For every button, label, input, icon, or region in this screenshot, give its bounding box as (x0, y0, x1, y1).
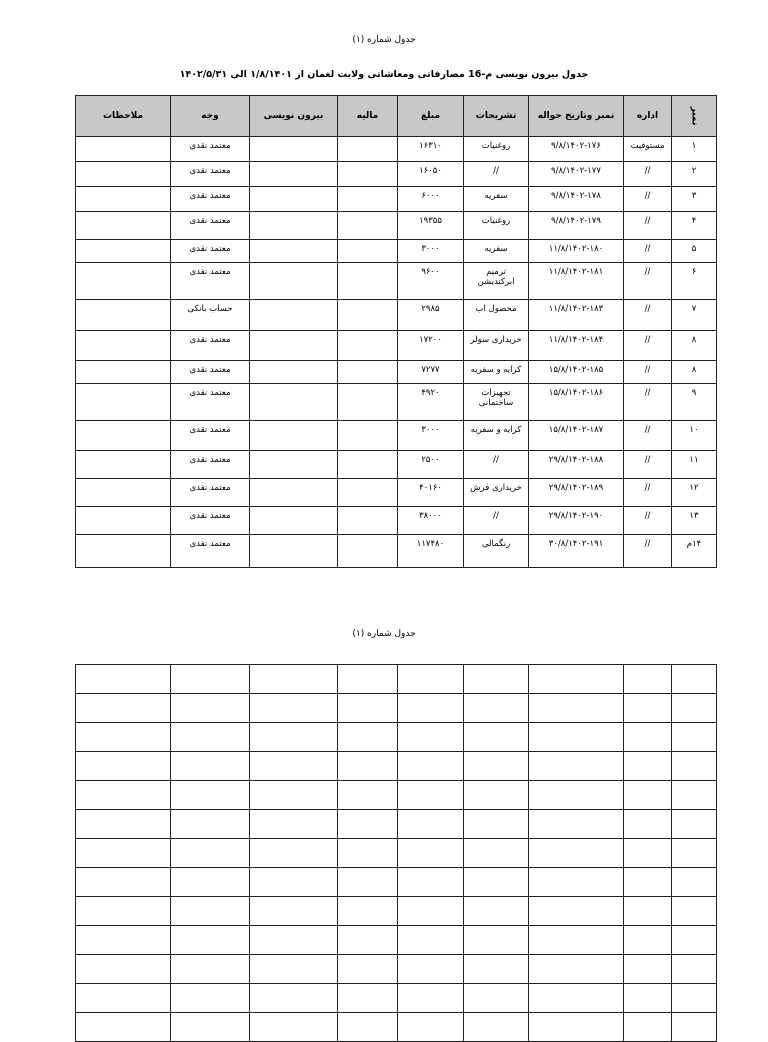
empty-cell (171, 1013, 250, 1042)
cell-biroon (250, 507, 338, 535)
cell-molahezat (76, 300, 171, 331)
cell-vajh: معتمد نقدی (171, 263, 250, 300)
cell-tashrihat: ترمیم ابرکندیشن (464, 263, 529, 300)
empty-cell (672, 752, 717, 781)
cell-mablagh: ۱۶۰۵۰ (398, 162, 464, 187)
cell-hawala: ۹/۸/۱۴۰۲-۱۷۹ (529, 212, 624, 240)
cell-tashrihat: کرایه و سفریه (464, 361, 529, 384)
empty-cell (338, 810, 398, 839)
cell-num: ۱۰ (672, 421, 717, 451)
table-row (76, 212, 717, 240)
empty-cell (398, 897, 464, 926)
empty-cell (672, 984, 717, 1013)
cell-molahezat (76, 479, 171, 507)
table-row (76, 507, 717, 535)
empty-cell (338, 694, 398, 723)
cell-biroon (250, 212, 338, 240)
empty-cell (171, 984, 250, 1013)
cell-tashrihat: // (464, 507, 529, 535)
cell-num: ۱۱ (672, 451, 717, 479)
table-row (76, 361, 717, 384)
empty-row (76, 926, 717, 955)
empty-row (76, 839, 717, 868)
cell-idara: // (624, 263, 672, 300)
header-vajh: وجه (171, 96, 250, 137)
empty-cell (338, 752, 398, 781)
cell-hawala: ۱۱/۸/۱۴۰۲-۱۸۴ (529, 331, 624, 361)
empty-cell (624, 665, 672, 694)
cell-idara: // (624, 212, 672, 240)
empty-cell (672, 868, 717, 897)
cell-molahezat (76, 361, 171, 384)
cell-biroon (250, 137, 338, 162)
empty-cell (250, 955, 338, 984)
cell-maliya (338, 263, 398, 300)
header-num (672, 96, 717, 137)
cell-mablagh: ۹۶۰۰ (398, 263, 464, 300)
header-maliya: مالیه (338, 96, 398, 137)
cell-num: ۱۳ (672, 507, 717, 535)
empty-cell (464, 868, 529, 897)
empty-cell (529, 984, 624, 1013)
cell-num: ۱ (672, 137, 717, 162)
empty-cell (171, 810, 250, 839)
cell-maliya (338, 535, 398, 568)
empty-cell (398, 984, 464, 1013)
cell-mablagh: ۲۵۰۰ (398, 451, 464, 479)
cell-maliya (338, 384, 398, 421)
cell-molahezat (76, 507, 171, 535)
empty-cell (171, 723, 250, 752)
cell-biroon (250, 263, 338, 300)
empty-cell (624, 1013, 672, 1042)
empty-cell (171, 839, 250, 868)
empty-cell (76, 984, 171, 1013)
empty-row (76, 752, 717, 781)
empty-cell (529, 810, 624, 839)
empty-cell (672, 694, 717, 723)
empty-cell (171, 665, 250, 694)
cell-molahezat (76, 421, 171, 451)
cell-molahezat (76, 240, 171, 263)
cell-num: ۸ (672, 331, 717, 361)
empty-cell (529, 897, 624, 926)
cell-vajh: معتمد نقدی (171, 384, 250, 421)
empty-cell (529, 665, 624, 694)
cell-idara: // (624, 384, 672, 421)
cell-molahezat (76, 384, 171, 421)
empty-cell (338, 955, 398, 984)
empty-cell (464, 665, 529, 694)
empty-row (76, 984, 717, 1013)
empty-cell (398, 955, 464, 984)
empty-cell (529, 752, 624, 781)
cell-tashrihat: خریداری سولر (464, 331, 529, 361)
empty-cell (76, 810, 171, 839)
cell-mablagh: ۳۸۰۰۰ (398, 507, 464, 535)
cell-idara: // (624, 240, 672, 263)
empty-cell (338, 723, 398, 752)
cell-molahezat (76, 162, 171, 187)
empty-cell (398, 723, 464, 752)
cell-idara: // (624, 479, 672, 507)
cell-molahezat (76, 331, 171, 361)
cell-num: ۴ (672, 212, 717, 240)
table-row (76, 384, 717, 421)
empty-cell (672, 781, 717, 810)
empty-cell (171, 926, 250, 955)
empty-cell (464, 694, 529, 723)
cell-vajh: معتمد نقدی (171, 507, 250, 535)
header-row (76, 96, 717, 137)
empty-cell (464, 955, 529, 984)
cell-hawala: ۱۱/۸/۱۴۰۲-۱۸۰ (529, 240, 624, 263)
cell-vajh: معتمد نقدی (171, 240, 250, 263)
empty-cell (338, 1013, 398, 1042)
cell-idara: // (624, 507, 672, 535)
cell-hawala: ۹/۸/۱۴۰۲-۱۷۷ (529, 162, 624, 187)
empty-cell (338, 897, 398, 926)
table-row (76, 479, 717, 507)
cell-hawala: ۱۵/۸/۱۴۰۲-۱۸۷ (529, 421, 624, 451)
cell-maliya (338, 479, 398, 507)
cell-biroon (250, 451, 338, 479)
cell-molahezat (76, 451, 171, 479)
cell-vajh: معتمد نقدی (171, 535, 250, 568)
empty-row (76, 694, 717, 723)
cell-vajh: معتمد نقدی (171, 479, 250, 507)
empty-cell (398, 752, 464, 781)
cell-molahezat (76, 535, 171, 568)
empty-cell (529, 955, 624, 984)
document-title: جدول بیرون نویسی م-16 مصارفاتی ومعاشاتی ولایت لغمان از ۱/۸/۱۴۰۱ الی ۱۴۰۲/۵/۳۱ (179, 69, 589, 80)
empty-row (76, 955, 717, 984)
empty-row (76, 723, 717, 752)
empty-cell (250, 926, 338, 955)
cell-tashrihat: // (464, 162, 529, 187)
empty-cell (529, 926, 624, 955)
empty-cell (76, 926, 171, 955)
cell-num: ۶ (672, 263, 717, 300)
empty-cell (250, 694, 338, 723)
empty-cell (338, 926, 398, 955)
cell-mablagh: ۱۹۳۵۵ (398, 212, 464, 240)
cell-idara: // (624, 187, 672, 212)
cell-maliya (338, 240, 398, 263)
empty-cell (171, 694, 250, 723)
cell-tashrihat: روغنیات (464, 212, 529, 240)
expense-table (75, 95, 717, 568)
cell-num: ۲ (672, 162, 717, 187)
empty-cell (338, 781, 398, 810)
empty-cell (624, 810, 672, 839)
empty-cell (338, 984, 398, 1013)
empty-cell (624, 752, 672, 781)
empty-cell (76, 839, 171, 868)
cell-biroon (250, 479, 338, 507)
cell-maliya (338, 162, 398, 187)
cell-tashrihat: تجهیزات ساختمانی (464, 384, 529, 421)
cell-molahezat (76, 212, 171, 240)
cell-mablagh: ۶۰۰۰ (398, 187, 464, 212)
empty-cell (171, 897, 250, 926)
empty-cell (624, 984, 672, 1013)
empty-cell (250, 723, 338, 752)
cell-vajh: معتمد نقدی (171, 187, 250, 212)
empty-cell (464, 926, 529, 955)
empty-cell (529, 1013, 624, 1042)
empty-cell (250, 839, 338, 868)
empty-cell (672, 955, 717, 984)
table-row (76, 300, 717, 331)
empty-cell (529, 723, 624, 752)
empty-cell (672, 665, 717, 694)
empty-cell (76, 868, 171, 897)
empty-cell (338, 839, 398, 868)
empty-cell (250, 665, 338, 694)
cell-idara: // (624, 421, 672, 451)
empty-cell (464, 897, 529, 926)
cell-maliya (338, 507, 398, 535)
cell-tashrihat: سفریه (464, 187, 529, 212)
empty-cell (672, 723, 717, 752)
empty-cell (250, 897, 338, 926)
cell-tashrihat: // (464, 451, 529, 479)
empty-row (76, 897, 717, 926)
empty-row (76, 1013, 717, 1042)
cell-hawala: ۳۰/۸/۱۴۰۲-۱۹۱ (529, 535, 624, 568)
cell-mablagh: ۱۱۷۴۸۰ (398, 535, 464, 568)
empty-cell (624, 926, 672, 955)
empty-cell (250, 781, 338, 810)
cell-biroon (250, 300, 338, 331)
cell-idara: // (624, 451, 672, 479)
cell-mablagh: ۱۷۲۰۰ (398, 331, 464, 361)
cell-biroon (250, 331, 338, 361)
empty-cell (529, 694, 624, 723)
cell-num: ۷ (672, 300, 717, 331)
cell-maliya (338, 212, 398, 240)
cell-idara: // (624, 361, 672, 384)
cell-maliya (338, 300, 398, 331)
cell-molahezat (76, 137, 171, 162)
empty-cell (398, 694, 464, 723)
table-caption-top: جدول شماره (۱) (352, 35, 416, 45)
empty-cell (624, 723, 672, 752)
empty-cell (398, 926, 464, 955)
table-row (76, 331, 717, 361)
empty-cell (672, 926, 717, 955)
empty-cell (672, 897, 717, 926)
cell-hawala: ۱۵/۸/۱۴۰۲-۱۸۵ (529, 361, 624, 384)
empty-cell (398, 781, 464, 810)
cell-tashrihat: روغنیات (464, 137, 529, 162)
cell-vajh: معتمد نقدی (171, 361, 250, 384)
empty-cell (171, 868, 250, 897)
cell-idara: // (624, 300, 672, 331)
empty-cell (464, 723, 529, 752)
table-row (76, 137, 717, 162)
cell-hawala: ۹/۸/۱۴۰۲-۱۷۶ (529, 137, 624, 162)
empty-cell (464, 1013, 529, 1042)
cell-biroon (250, 421, 338, 451)
empty-cell (464, 984, 529, 1013)
cell-tashrihat: محصول اب (464, 300, 529, 331)
cell-mablagh: ۲۹۸۵ (398, 300, 464, 331)
empty-cell (171, 955, 250, 984)
cell-tashrihat: سفریه (464, 240, 529, 263)
header-mablagh: مبلغ (398, 96, 464, 137)
cell-molahezat (76, 187, 171, 212)
table-row (76, 187, 717, 212)
empty-cell (398, 810, 464, 839)
cell-biroon (250, 187, 338, 212)
cell-hawala: ۲۹/۸/۱۴۰۲-۱۹۰ (529, 507, 624, 535)
empty-cell (529, 868, 624, 897)
cell-hawala: ۱۵/۸/۱۴۰۲-۱۸۶ (529, 384, 624, 421)
empty-cell (338, 868, 398, 897)
table-row (76, 451, 717, 479)
cell-num: ۱۲ (672, 479, 717, 507)
empty-cell (398, 839, 464, 868)
cell-biroon (250, 240, 338, 263)
header-biroon: بیرون نویسی (250, 96, 338, 137)
empty-cell (250, 1013, 338, 1042)
empty-row (76, 868, 717, 897)
empty-cell (624, 868, 672, 897)
cell-num: ۸ (672, 361, 717, 384)
cell-mablagh: ۳۰۰۰ (398, 240, 464, 263)
empty-cell (76, 897, 171, 926)
empty-cell (624, 897, 672, 926)
empty-cell (672, 810, 717, 839)
cell-maliya (338, 451, 398, 479)
cell-mablagh: ۴۰۱۶۰ (398, 479, 464, 507)
empty-cell (624, 781, 672, 810)
cell-hawala: ۲۹/۸/۱۴۰۲-۱۸۸ (529, 451, 624, 479)
empty-cell (398, 1013, 464, 1042)
cell-tashrihat: کرایه و سفریه (464, 421, 529, 451)
empty-cell (464, 752, 529, 781)
empty-cell (76, 694, 171, 723)
cell-biroon (250, 384, 338, 421)
cell-hawala: ۱۱/۸/۱۴۰۲-۱۸۳ (529, 300, 624, 331)
empty-cell (250, 868, 338, 897)
table-row (76, 263, 717, 300)
empty-cell (76, 752, 171, 781)
cell-num: ۵ (672, 240, 717, 263)
cell-tashrihat: رنگمالی (464, 535, 529, 568)
empty-cell (624, 955, 672, 984)
cell-vajh: معتمد نقدی (171, 331, 250, 361)
empty-row (76, 781, 717, 810)
cell-molahezat (76, 263, 171, 300)
cell-maliya (338, 421, 398, 451)
empty-cell (171, 752, 250, 781)
table-row (76, 162, 717, 187)
cell-biroon (250, 162, 338, 187)
header-tashrihat: تشریحات (464, 96, 529, 137)
cell-num: ۱۴م (672, 535, 717, 568)
cell-vajh: معتمد نقدی (171, 451, 250, 479)
empty-cell (529, 781, 624, 810)
cell-idara: مستوفیت (624, 137, 672, 162)
cell-biroon (250, 535, 338, 568)
empty-cell (464, 810, 529, 839)
empty-cell (529, 839, 624, 868)
cell-hawala: ۲۹/۸/۱۴۰۲-۱۸۹ (529, 479, 624, 507)
cell-vajh: حساب بانکی (171, 300, 250, 331)
empty-table (75, 664, 717, 1042)
cell-num: ۳ (672, 187, 717, 212)
cell-hawala: ۱۱/۸/۱۴۰۲-۱۸۱ (529, 263, 624, 300)
empty-cell (76, 665, 171, 694)
cell-maliya (338, 187, 398, 212)
cell-mablagh: ۳۰۰۰ (398, 421, 464, 451)
cell-vajh: معتمد نقدی (171, 212, 250, 240)
header-hawala: نمبر وتاریخ حواله (529, 96, 624, 137)
cell-mablagh: ۱۶۳۱۰ (398, 137, 464, 162)
cell-mablagh: ۴۹۲۰ (398, 384, 464, 421)
empty-cell (250, 752, 338, 781)
header-idara: اداره (624, 96, 672, 137)
cell-mablagh: ۷۲۷۷ (398, 361, 464, 384)
empty-cell (76, 781, 171, 810)
cell-maliya (338, 331, 398, 361)
empty-row (76, 810, 717, 839)
empty-cell (464, 839, 529, 868)
empty-cell (672, 1013, 717, 1042)
cell-biroon (250, 361, 338, 384)
table-row (76, 421, 717, 451)
cell-num: ۹ (672, 384, 717, 421)
table-caption-bottom: جدول شماره (۱) (352, 629, 416, 639)
empty-cell (398, 868, 464, 897)
empty-cell (76, 723, 171, 752)
empty-cell (76, 1013, 171, 1042)
cell-vajh: معتمد نقدی (171, 421, 250, 451)
empty-cell (76, 955, 171, 984)
empty-cell (338, 665, 398, 694)
cell-maliya (338, 361, 398, 384)
cell-idara: // (624, 162, 672, 187)
cell-hawala: ۹/۸/۱۴۰۲-۱۷۸ (529, 187, 624, 212)
cell-idara: // (624, 535, 672, 568)
empty-cell (250, 810, 338, 839)
empty-cell (171, 781, 250, 810)
table-row (76, 240, 717, 263)
empty-cell (624, 694, 672, 723)
header-num-label: نمبر (689, 106, 699, 126)
empty-cell (464, 781, 529, 810)
cell-vajh: معتمد نقدی (171, 137, 250, 162)
cell-tashrihat: خریداری فرش (464, 479, 529, 507)
header-molahezat: ملاحظات (76, 96, 171, 137)
table-row (76, 535, 717, 568)
empty-cell (624, 839, 672, 868)
empty-row (76, 665, 717, 694)
cell-idara: // (624, 331, 672, 361)
empty-cell (250, 984, 338, 1013)
cell-vajh: معتمد نقدی (171, 162, 250, 187)
empty-cell (672, 839, 717, 868)
cell-maliya (338, 137, 398, 162)
empty-cell (398, 665, 464, 694)
